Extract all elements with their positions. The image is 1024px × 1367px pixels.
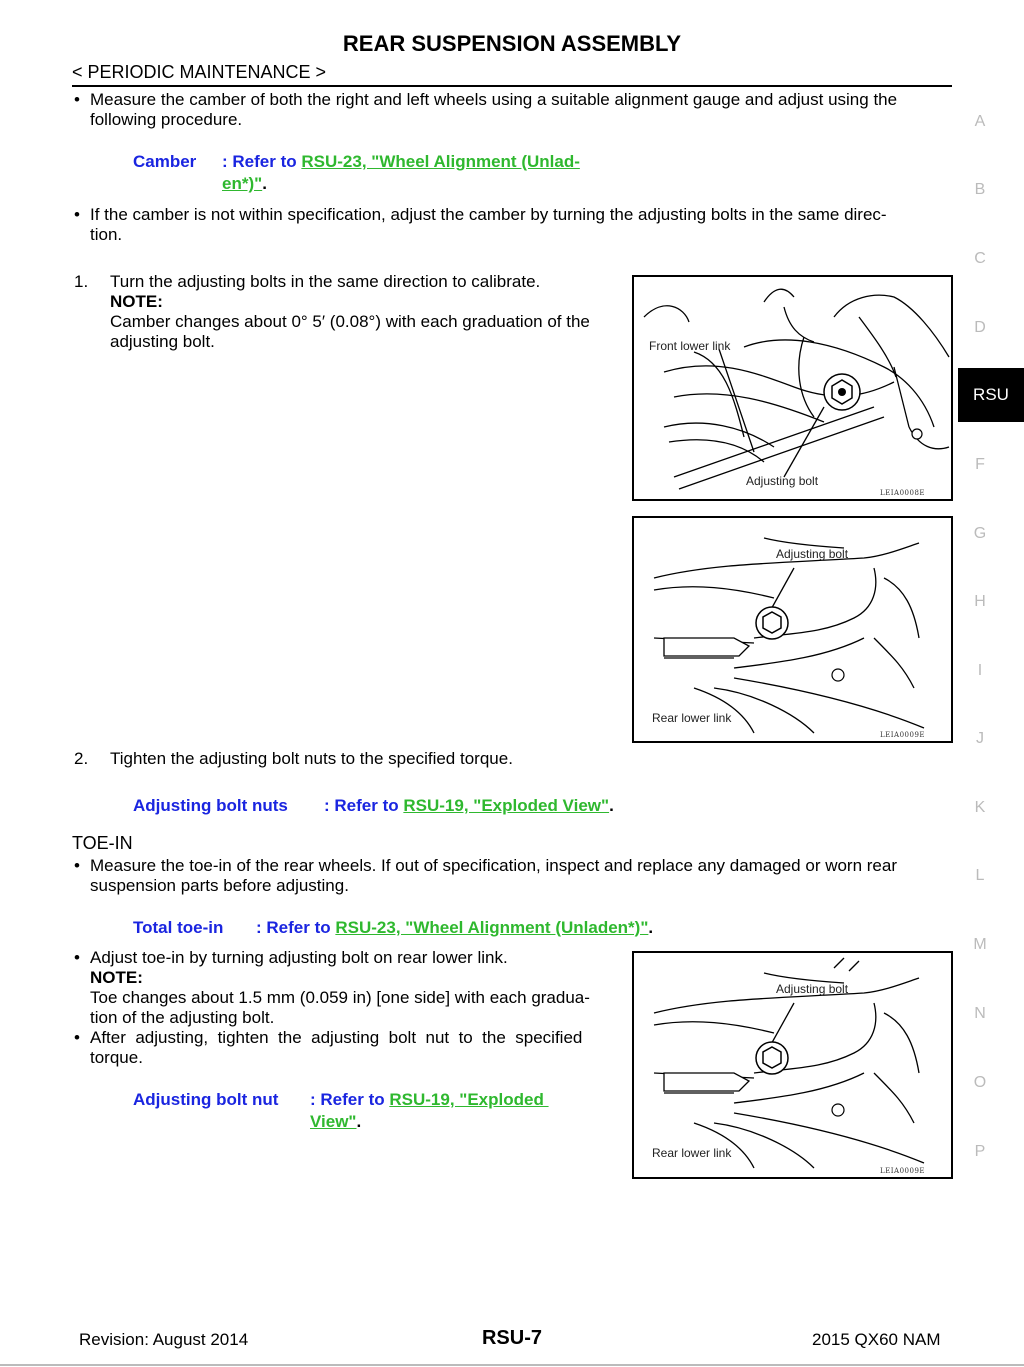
bullet-text-line1: After adjusting, tighten the adjusting bolt nut to the specified (90, 1028, 583, 1047)
figure-toe-adjust (632, 951, 953, 1179)
spec-refer: : Refer to (324, 796, 399, 815)
bullet-dot: • (74, 1028, 80, 1047)
footer-model: 2015 QX60 NAM (812, 1330, 941, 1349)
bullet-text-line2: torque. (90, 1048, 143, 1067)
camber-spec (133, 151, 196, 173)
figure-3-drawing (634, 953, 951, 1177)
camber-link-cont[interactable]: en*)" (222, 174, 263, 193)
bullet-text-line1: Measure the toe-in of the rear wheels. If out of specification, inspect and replace any damaged or worn rear (90, 856, 898, 875)
exploded-view-link[interactable]: RSU-19, "Exploded View" (403, 796, 610, 815)
spec-refer: : Refer to (222, 152, 297, 171)
step-text: Turn the adjusting bolts in the same direction to calibrate. (110, 272, 541, 291)
side-tab-m[interactable]: M (973, 936, 987, 953)
side-tab-f[interactable]: F (975, 456, 985, 473)
fig2-code: LEIA0009E (880, 731, 926, 739)
spec-label: Adjusting bolt nuts (133, 796, 288, 815)
step-number: 1. (74, 272, 89, 291)
bolt-nuts-spec-ref (324, 795, 614, 817)
bullet-dot: • (74, 856, 80, 875)
side-tab-k[interactable]: K (974, 799, 986, 816)
bullet-text-line1: Measure the camber of both the right and left wheels using a suitable alignment gauge and adjust using the (90, 90, 898, 109)
fig2-label-rear-lower-link: Rear lower link (652, 711, 732, 725)
header-divider (72, 85, 952, 87)
bullet-dot: • (74, 205, 80, 224)
wheel-alignment-link[interactable]: RSU-23, "Wheel Alignment (Unladen*)" (335, 918, 649, 937)
side-tab-i[interactable]: I (977, 662, 983, 679)
note-text-line2: adjusting bolt. (110, 332, 215, 351)
side-tab-c[interactable]: C (974, 250, 986, 267)
note-label: NOTE: (110, 292, 163, 311)
bullet-text-line1: Adjust toe-in by turning adjusting bolt on rear lower link. (90, 948, 508, 967)
spec-label: Adjusting bolt nut (133, 1090, 279, 1109)
spec-label: Total toe-in (133, 918, 224, 937)
side-tab-l[interactable]: L (975, 867, 985, 884)
bullet-dot: • (74, 948, 80, 967)
figure-rear-lower-link (632, 516, 953, 743)
side-tab-n[interactable]: N (974, 1005, 986, 1022)
bolt-nut-spec-label (133, 1089, 278, 1111)
figure-front-lower-link (632, 275, 953, 501)
camber-link[interactable]: RSU-23, "Wheel Alignment (Unlad- (301, 152, 580, 171)
period: . (356, 1112, 362, 1131)
fig2-label-adjusting-bolt: Adjusting bolt (776, 547, 849, 561)
period: . (648, 918, 654, 937)
spec-refer: : Refer to (310, 1090, 385, 1109)
note-text-line2: tion of the adjusting bolt. (90, 1008, 275, 1027)
side-tab-o[interactable]: O (973, 1074, 987, 1091)
bolt-nuts-spec-label (133, 795, 288, 817)
camber-spec-ref (222, 151, 622, 195)
bullet-text-line1: If the camber is not within specification, adjust the camber by turning the adjusting bolts in the same direc- (90, 205, 887, 224)
fig1-label-front-lower-link: Front lower link (649, 339, 731, 353)
step-number: 2. (74, 749, 89, 768)
bullet-text-line2: suspension parts before adjusting. (90, 876, 349, 895)
figure-1-drawing (634, 277, 951, 499)
footer-divider (0, 1364, 1024, 1366)
bullet-dot: • (74, 90, 80, 109)
bullet-text-line2: tion. (90, 225, 123, 244)
footer-page-number: RSU-7 (481, 1327, 542, 1349)
side-tab-rsu[interactable]: RSU (958, 368, 1024, 422)
exploded-view-link[interactable]: RSU-19, "Exploded (389, 1090, 549, 1109)
side-tab-j[interactable]: J (976, 730, 984, 747)
side-tab-d[interactable]: D (974, 319, 986, 336)
fig1-label-adjusting-bolt: Adjusting bolt (746, 474, 819, 488)
note-label: NOTE: (90, 968, 143, 987)
footer-revision: Revision: August 2014 (79, 1330, 249, 1349)
section-breadcrumb: < PERIODIC MAINTENANCE > (72, 62, 327, 82)
fig1-code: LEIA0008E (880, 489, 926, 497)
spec-refer: : Refer to (256, 918, 331, 937)
figure-2-drawing (634, 518, 951, 741)
side-tab-h[interactable]: H (974, 593, 986, 610)
page-title: REAR SUSPENSION ASSEMBLY (342, 31, 682, 56)
exploded-view-link-cont[interactable]: View" (310, 1112, 357, 1131)
fig3-code: LEIA0009E (880, 1167, 926, 1175)
period: . (262, 174, 267, 193)
spec-label: Camber (133, 152, 197, 171)
side-tab-g[interactable]: G (973, 525, 987, 542)
side-tab-a[interactable]: A (974, 113, 986, 130)
fig3-label-rear-lower-link: Rear lower link (652, 1146, 732, 1160)
bolt-nut-spec-ref (310, 1089, 630, 1133)
total-toe-spec-ref (256, 917, 653, 939)
side-tab-b[interactable]: B (974, 181, 986, 198)
note-text-line1: Toe changes about 1.5 mm (0.059 in) [one side] with each gradua- (90, 988, 590, 1007)
step-text: Tighten the adjusting bolt nuts to the specified torque. (110, 749, 513, 768)
note-text-line1: Camber changes about 0° 5′ (0.08°) with each graduation of the (110, 312, 590, 331)
period: . (609, 796, 614, 815)
fig3-label-adjusting-bolt: Adjusting bolt (776, 982, 849, 996)
toe-in-heading: TOE-IN (72, 833, 133, 853)
bullet-text-line2: following procedure. (90, 110, 243, 129)
side-tab-p[interactable]: P (974, 1143, 986, 1160)
total-toe-spec-label (133, 917, 223, 939)
